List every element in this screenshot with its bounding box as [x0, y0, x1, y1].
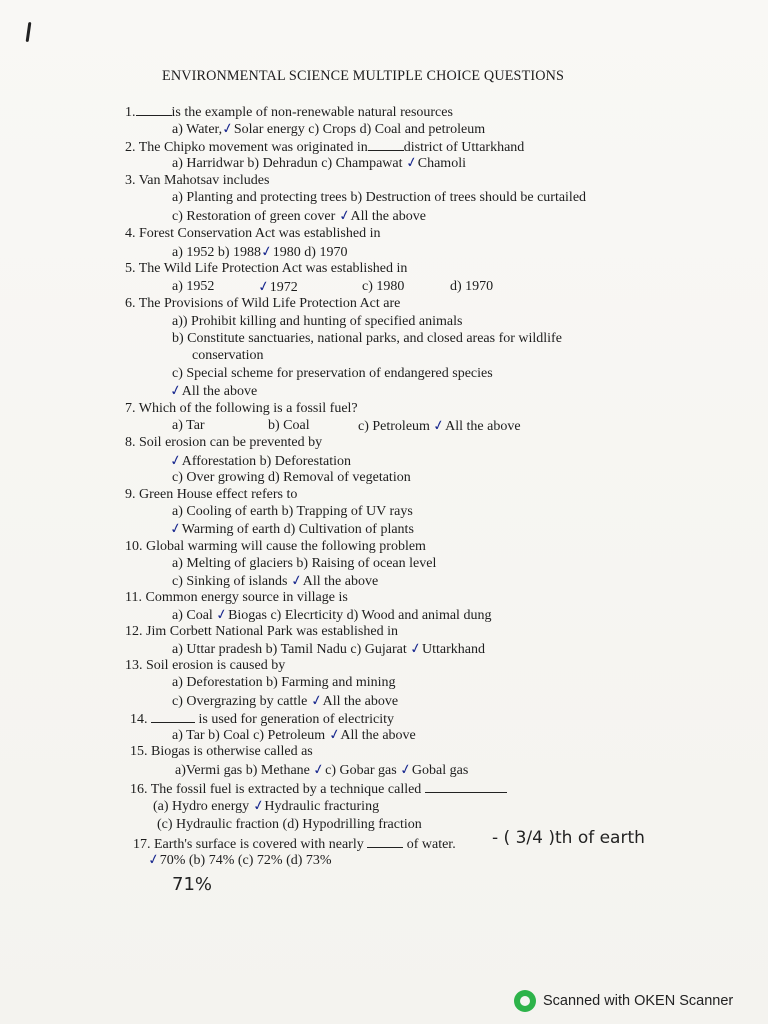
question-1-options: a) Water,✓Solar energy c) Crops d) Coal and petroleum [172, 119, 486, 139]
question-6-option-b-cont: conservation [192, 348, 264, 363]
question-14-options: a) Tar b) Coal c) Petroleum ✓All the above [172, 725, 416, 745]
question-10: 10. Global warming will cause the following problem [125, 539, 426, 554]
question-5-option-d: d) 1970 [450, 279, 494, 294]
question-2-options: a) Harridwar b) Dehradun c) Champawat ✓Chamoli [172, 153, 466, 173]
tick-mark: ✓ [251, 796, 266, 816]
question-9: 9. Green House effect refers to [125, 487, 298, 502]
question-6: 6. The Provisions of Wild Life Protection Act are [125, 296, 401, 311]
question-3-option-row1: a) Planting and protecting trees b) Destruction of trees should be curtailed [172, 190, 587, 205]
question-16: 16. The fossil fuel is extracted by a technique called [130, 780, 507, 798]
tick-mark: ✓ [168, 381, 184, 401]
question-2: 2. The Chipko movement was originated in district of Uttarkhand [125, 140, 525, 155]
question-11-options: a) Coal ✓Biogas c) Elecrticity d) Wood and animal dung [172, 605, 492, 625]
question-13: 13. Soil erosion is caused by [125, 658, 286, 673]
question-7-option-c: c) Petroleum ✓All the above [358, 416, 521, 436]
tick-mark: ✓ [404, 153, 420, 173]
question-16-option-row2: (c) Hydraulic fraction (d) Hypodrilling fraction [157, 817, 422, 832]
question-8-option-row1: ✓Afforestation b) Deforestation [168, 451, 351, 471]
question-13-option-row1: a) Deforestation b) Farming and mining [172, 675, 396, 690]
question-12: 12. Jim Corbett National Park was established in [125, 624, 398, 639]
question-9-option-row1: a) Cooling of earth b) Trapping of UV rays [172, 504, 413, 519]
question-4-options: a) 1952 b) 1988✓1980 d) 1970 [172, 242, 348, 262]
question-7-option-b: b) Coal [268, 418, 310, 433]
tick-mark: ✓ [289, 571, 305, 591]
question-8: 8. Soil erosion can be prevented by [125, 435, 323, 450]
question-5-option-c: c) 1980 [362, 279, 405, 294]
tick-mark: ✓ [398, 760, 414, 780]
question-3-option-row2: c) Restoration of green cover ✓All the above [172, 206, 426, 226]
question-11: 11. Common energy source in village is [125, 590, 348, 605]
question-16-option-row1: (a) Hydro energy ✓Hydraulic fracturing [153, 796, 380, 816]
scanner-watermark [514, 988, 733, 1014]
question-10-option-row2: c) Sinking of islands ✓All the above [172, 571, 379, 591]
tick-mark: ✓ [309, 691, 325, 711]
question-6-option-d: ✓All the above [168, 381, 258, 401]
question-4: 4. Forest Conservation Act was established in [125, 226, 381, 241]
question-6-option-b: b) Constitute sanctuaries, national parks, and closed areas for wildlife [172, 331, 562, 346]
tick-mark: ✓ [146, 850, 162, 870]
question-3: 3. Van Mahotsav includes [125, 173, 270, 188]
page-title: ENVIRONMENTAL SCIENCE MULTIPLE CHOICE QUESTIONS [162, 68, 565, 84]
scanner-label: Scanned with OKEN Scanner [543, 993, 734, 1009]
question-8-option-row2: c) Over growing d) Removal of vegetation [172, 470, 411, 485]
question-10-option-row1: a) Melting of glaciers b) Raising of ocean level [172, 556, 437, 571]
question-9-option-row2: ✓Warming of earth d) Cultivation of plants [168, 519, 414, 539]
question-7: 7. Which of the following is a fossil fuel? [125, 401, 358, 416]
question-15: 15. Biogas is otherwise called as [130, 744, 313, 759]
pen-mark [26, 22, 32, 42]
question-15-options: a)Vermi gas b) Methane ✓c) Gobar gas ✓Gobal gas [175, 760, 469, 780]
question-17-options: ✓70% (b) 74% (c) 72% (d) 73% [146, 850, 332, 870]
tick-mark: ✓ [337, 206, 353, 226]
tick-mark: ✓ [259, 242, 275, 262]
handwritten-fraction-note: - ( 3/4 )th of earth [492, 828, 645, 848]
tick-mark: ✓ [311, 760, 327, 780]
question-5: 5. The Wild Life Protection Act was established in [125, 261, 408, 276]
tick-mark: ✓ [327, 725, 342, 745]
scanner-logo-icon [514, 990, 536, 1012]
question-17: 17. Earth's surface is covered with nearly of water. [133, 837, 456, 852]
tick-mark: ✓ [214, 605, 230, 625]
tick-mark: ✓ [168, 451, 184, 471]
question-5-option-a: a) 1952 [172, 279, 215, 294]
question-1: 1. is the example of non-renewable natural resources [125, 105, 453, 120]
tick-mark: ✓ [256, 277, 272, 297]
question-13-option-row2: c) Overgrazing by cattle ✓All the above [172, 691, 399, 711]
question-7-option-a: a) Tar [172, 418, 205, 433]
tick-mark: ✓ [220, 119, 236, 139]
question-5-option-b: ✓1972 [256, 277, 298, 297]
question-6-option-a: a)) Prohibit killing and hunting of specified animals [172, 314, 463, 329]
tick-mark: ✓ [408, 639, 424, 659]
handwritten-answer: 71% [172, 874, 213, 895]
question-14: 14. is used for generation of electricity [130, 712, 395, 727]
tick-mark: ✓ [168, 519, 184, 539]
question-6-option-c: c) Special scheme for preservation of endangered species [172, 366, 493, 381]
question-12-options: a) Uttar pradesh b) Tamil Nadu c) Gujarat ✓Uttarkhand [172, 639, 485, 659]
tick-mark: ✓ [431, 416, 447, 436]
